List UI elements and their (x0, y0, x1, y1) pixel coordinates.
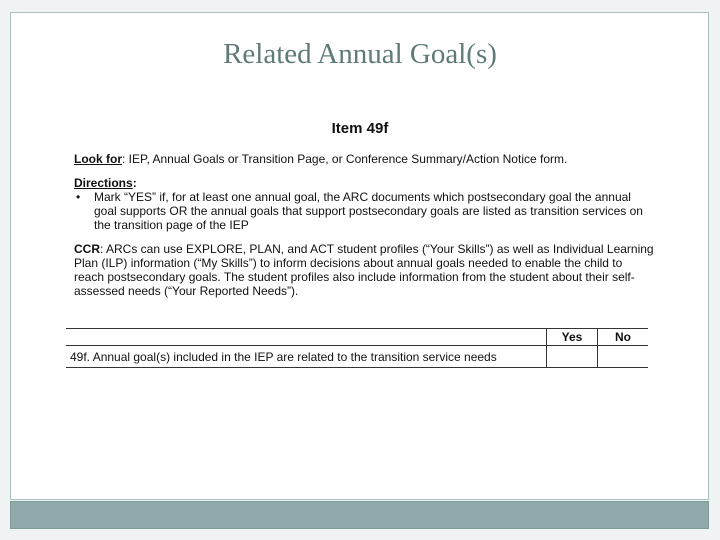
look-for-label: Look for (74, 152, 122, 166)
footer-bar (10, 501, 709, 529)
checklist-header-row (66, 329, 648, 346)
ccr-text: : ARCs can use EXPLORE, PLAN, and ACT student profiles (“Your Skills”) as well as Individual Learning Plan (ILP) information (“My Skills”) to inform decisions about annual goals needed to enable the child to reach postsecondary goals. The student profiles also include information from the student about their self-assessed needs (“Your Reported Needs”). (74, 242, 654, 298)
directions-label: Directions (74, 176, 133, 190)
row-label: 49f. Annual goal(s) included in the IEP are related to the transition service needs (66, 346, 547, 368)
yes-cell[interactable] (547, 346, 598, 368)
look-for-text: : IEP, Annual Goals or Transition Page, or Conference Summary/Action Notice form. (122, 152, 568, 166)
directions-bullet-item (74, 190, 654, 232)
header-yes: Yes (547, 329, 598, 346)
item-content (74, 152, 654, 308)
no-cell[interactable] (598, 346, 649, 368)
ccr-paragraph (74, 242, 654, 298)
directions-heading (74, 176, 654, 190)
look-for-paragraph (74, 152, 654, 166)
ccr-label: CCR (74, 242, 100, 256)
directions-colon: : (132, 176, 137, 190)
checklist-row-49f (66, 346, 648, 368)
header-no: No (598, 329, 649, 346)
header-blank-cell (66, 329, 547, 346)
bullet-icon: • (76, 190, 81, 204)
slide-title: Related Annual Goal(s) (223, 38, 497, 70)
directions-bullet-text: Mark “YES” if, for at least one annual goal, the ARC documents which postsecondary goal the annual goal supports OR the annual goals that support postsecondary goals are listed as transition services on the transition page of the IEP (94, 190, 643, 232)
item-heading: Item 49f (331, 120, 389, 137)
checklist-table (66, 328, 648, 368)
directions-section (74, 176, 654, 232)
